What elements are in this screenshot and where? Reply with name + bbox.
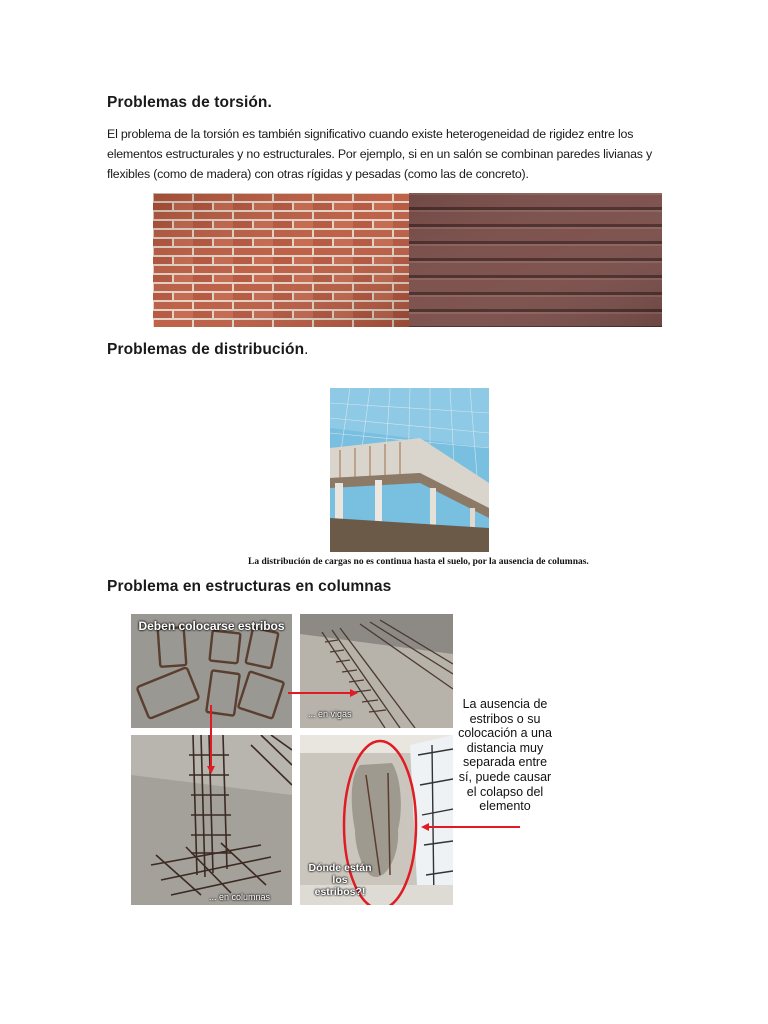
caption-distribucion: La distribución de cargas no es continua hasta el suelo, por la ausencia de columnas. — [248, 557, 589, 567]
heading-distribucion-period: . — [304, 341, 309, 358]
heading-distribucion-text: Problemas de distribución — [107, 341, 305, 358]
paragraph-torsion: El problema de la torsión es también significativo cuando existe heterogeneidad de rigidez entre los elementos estructurales y no estructurales. Por ejemplo, si en un salón se combinan paredes livianas y flexibles (como de madera) con otras rígidas y pesadas (como las de concreto). — [107, 127, 653, 181]
heading-torsion: Problemas de torsión. — [107, 94, 272, 111]
heading-columnas: Problema en estructuras en columnas — [107, 578, 392, 595]
label-deben-colocarse: Deben colocarse estribos — [138, 619, 285, 633]
label-en-columnas: ... en columnas — [209, 892, 271, 902]
label-donde-estan: Dónde están los estribos?! — [308, 862, 372, 898]
note-ausencia-estribos: La ausencia de estribos o su colocación a una distancia muy separada entre sí, puede causar el colapso del elemento — [458, 697, 552, 814]
label-en-vigas: ... en vigas — [308, 709, 352, 719]
